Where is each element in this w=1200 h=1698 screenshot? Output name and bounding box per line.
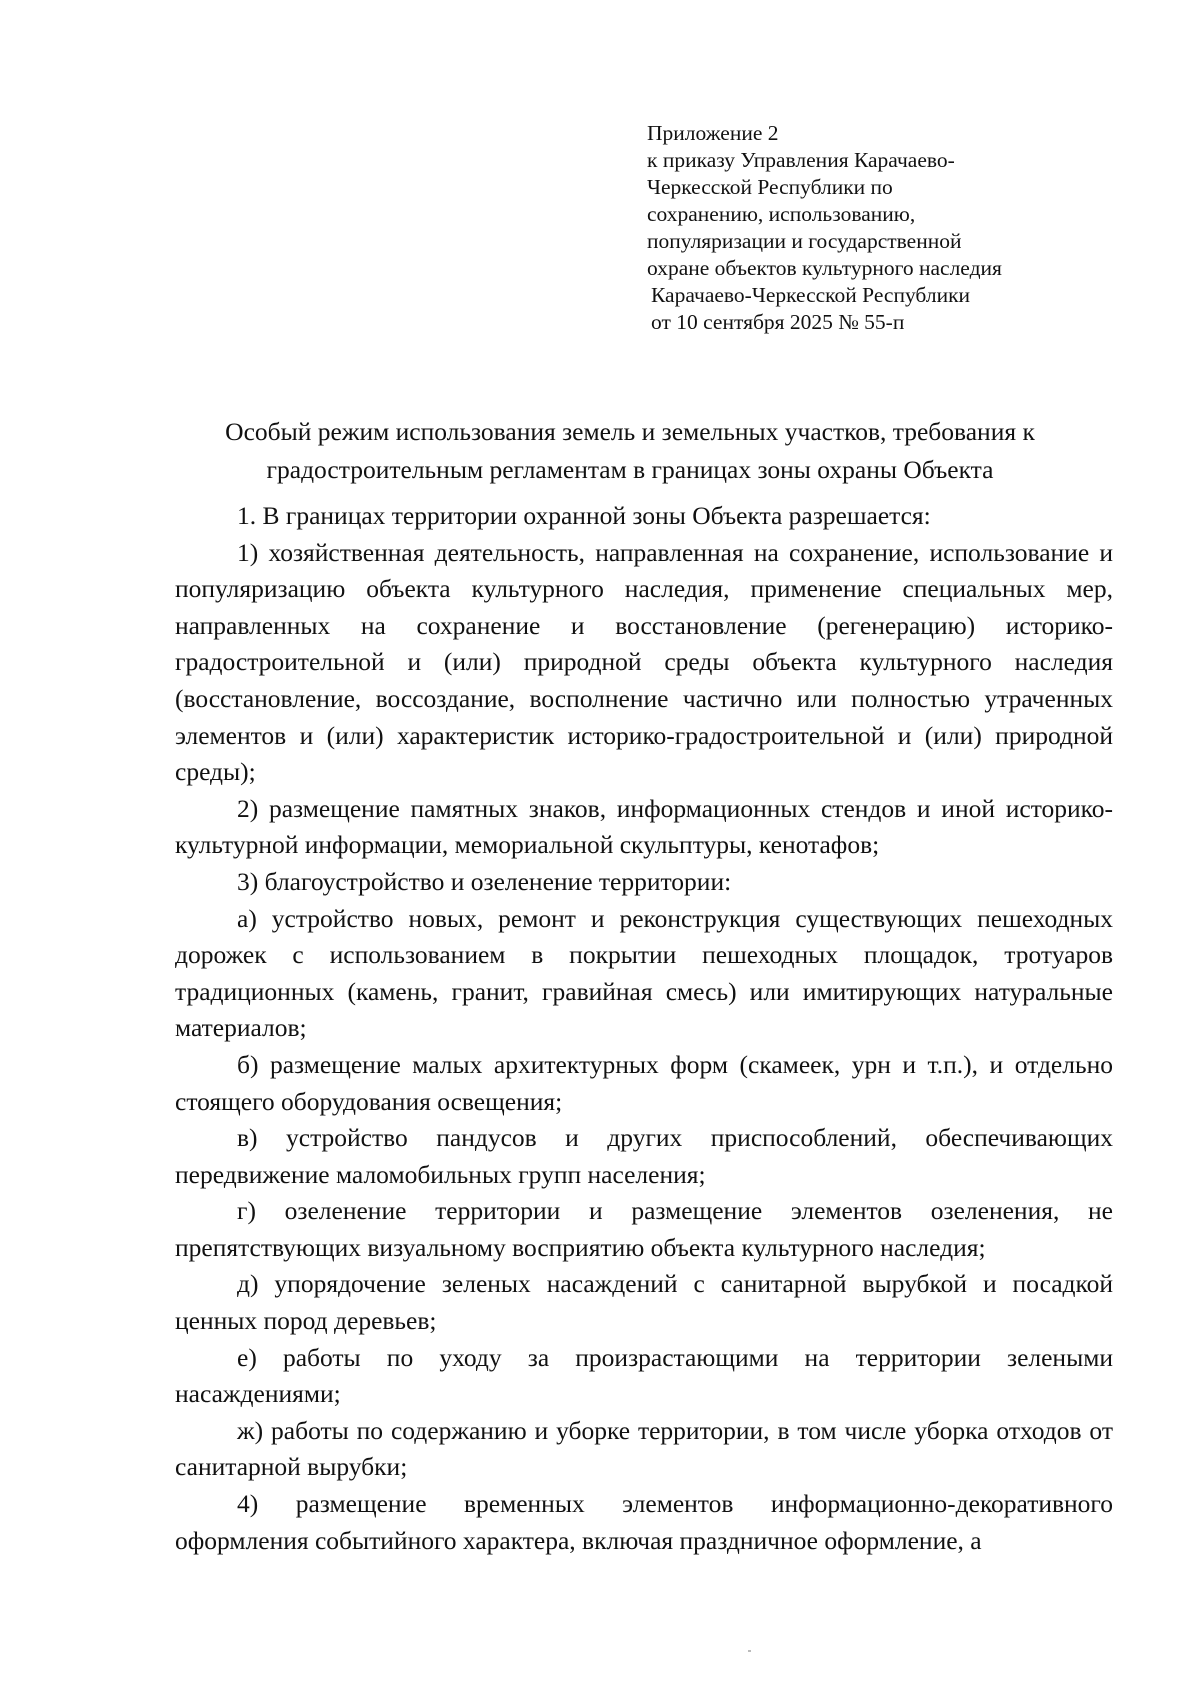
document-body <box>175 498 1113 1559</box>
title-line-2: градостроительным регламентам в границах зоны охраны Объекта <box>266 455 994 484</box>
paragraph: е) работы по уходу за произрастающими на территории зелеными насаждениями; <box>175 1342 1113 1409</box>
paragraph: д) упорядочение зеленых насаждений с санитарной вырубкой и посадкой ценных пород деревьев; <box>175 1269 1113 1336</box>
paragraph: ж) работы по содержанию и уборке территории, в том числе уборка отходов от санитарной вырубки; <box>175 1415 1113 1482</box>
title-line-1: Особый режим использования земель и земельных участков, требования к <box>225 417 1035 446</box>
paragraph: б) размещение малых архитектурных форм (скамеек, урн и т.п.), и отдельно стоящего оборудования освещения; <box>175 1049 1113 1116</box>
appendix-header <box>647 120 1107 336</box>
scan-speck <box>748 1650 751 1652</box>
appendix-line: Черкесской Республики по <box>647 175 893 199</box>
paragraph: в) устройство пандусов и других приспособлений, обеспечивающих передвижение маломобильных групп населения; <box>175 1123 1113 1189</box>
appendix-line: популяризации и государственной <box>647 229 962 253</box>
paragraph: 3) благоустройство и озеленение территории: <box>237 866 732 896</box>
paragraph: 2) размещение памятных знаков, информационных стендов и иной историко-культурной информации, мемориальной скульптуры, кенотафов; <box>175 793 1113 860</box>
paragraph: а) устройство новых, ремонт и реконструкция существующих пешеходных дорожек с использованием в покрытии пешеходных площадок, тротуаров традиционных (камень, гранит, гравийная смесь) или имитирующих натуральные материалов; <box>175 903 1113 1043</box>
paragraph: 4) размещение временных элементов информационно-декоративного оформления событийного характера, включая праздничное оформление, а <box>175 1489 1113 1555</box>
document-title <box>160 413 1100 489</box>
appendix-line: от 10 сентября 2025 № 55-п <box>651 310 905 334</box>
paragraph: 1. В границах территории охранной зоны Объекта разрешается: <box>237 501 931 530</box>
appendix-line: сохранению, использованию, <box>647 202 916 226</box>
appendix-line: Приложение 2 <box>647 121 779 145</box>
paragraph: 1) хозяйственная деятельность, направленная на сохранение, использование и популяризацию объекта культурного наследия, применение специальных мер, направленных на сохранение и восстановление (регенерацию) историко-градостроительной и (или) природной среды объекта культурного наследия (восстановление, воссоздание, восполнение частично или полностью утраченных элементов и (или) характеристик историко-градостроительной и (или) природной среды); <box>175 537 1113 787</box>
appendix-line: Карачаево-Черкесской Республики <box>651 283 971 307</box>
paragraph: г) озеленение территории и размещение элементов озеленения, не препятствующих визуальному восприятию объекта культурного наследия; <box>175 1196 1113 1262</box>
appendix-line: к приказу Управления Карачаево- <box>647 148 955 172</box>
appendix-line: охране объектов культурного наследия <box>647 256 1002 280</box>
